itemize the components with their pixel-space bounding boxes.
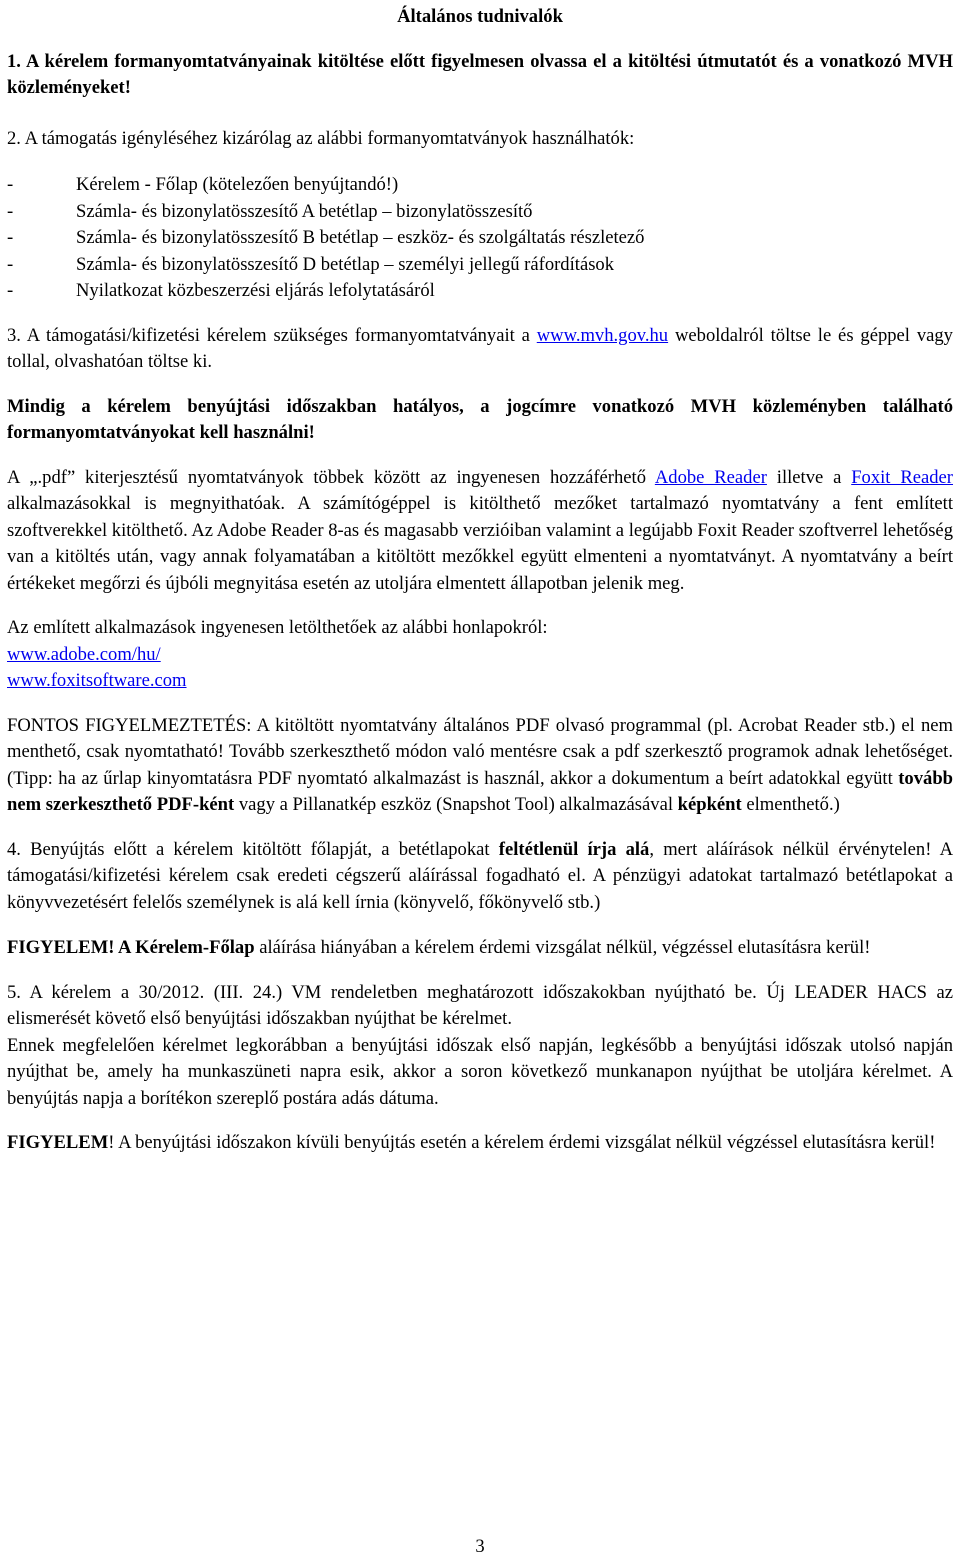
page-number: 3 — [475, 1536, 485, 1557]
list-item-text: Nyilatkozat közbeszerzési eljárás lefolytatásáról — [76, 280, 435, 301]
attention-bold: FIGYELEM! A Kérelem-Főlap — [7, 937, 255, 958]
important-warning-bold: tovább nem szerkeszthető PDF-ként — [7, 767, 953, 815]
instruction-4-text: 4. Benyújtás előtt a kérelem kitöltött főlapját, a betétlapokat — [7, 838, 499, 860]
attention-text: ! A benyújtási időszakon kívüli benyújtás esetén a kérelem érdemi vizsgálat nélkül végzéssel elutasításra kerül! — [108, 1132, 936, 1153]
instruction-1: 1. A kérelem formanyomtatványainak kitöltése előtt figyelmesen olvassa el a kitöltési útmutatót és a vonatkozó MVH közleményeket! — [7, 50, 953, 98]
adobe-reader-link[interactable]: Adobe Reader — [654, 466, 767, 488]
list-item — [7, 278, 953, 305]
attention-note-1 — [7, 935, 953, 962]
list-item — [7, 252, 953, 279]
instruction-5: 5. A kérelem a 30/2012. (III. 24.) VM rendeletben meghatározott időszakokban nyújtható be. Új LEADER HACS az elismerését követő első benyújtási időszakban nyújthat be kérelmet. — [7, 981, 953, 1029]
list-item — [7, 225, 953, 252]
instruction-4-bold: feltétlenül írja alá — [498, 838, 650, 860]
pdf-info-text: A „.pdf” kiterjesztésű nyomtatványok többek között az ingyenesen hozzáférhető — [7, 466, 655, 488]
foxit-reader-link[interactable]: Foxit Reader — [851, 466, 953, 488]
mvh-link[interactable]: www.mvh.gov.hu — [536, 324, 669, 346]
important-warning-bold: képként — [677, 794, 742, 815]
pdf-info-text: alkalmazásokkal is megnyithatóak. A számítógéppel is kitölthető mezőket tartalmazó nyomtatvány a fent említett szoftverekkel kitölthető. Az Adobe Reader 8-as és magasabb verzióiban valamint a legújabb Foxit Reader szoftverrel lehetőség van a kitöltés után, vagy annak folyamatában a kitöltött mezőkkel együtt elmenteni a nyomtatványt. A nyomtatvány a beírt értékeket megőrzi és újbóli megnyitása esetén az utoljára elmentett állapotban jelenik meg. — [7, 493, 953, 594]
list-item — [7, 172, 953, 199]
list-item-text: Számla- és bizonylatösszesítő A betétlap – bizonylatösszesítő — [76, 200, 533, 222]
adobe-website-link[interactable]: www.adobe.com/hu/ — [7, 643, 161, 665]
list-dash: - — [7, 200, 14, 222]
form-list — [7, 172, 953, 305]
foxit-website-link[interactable]: www.foxitsoftware.com — [7, 670, 187, 691]
download-links — [7, 642, 953, 695]
list-dash: - — [7, 280, 14, 301]
list-dash: - — [7, 174, 14, 195]
important-warning — [7, 713, 953, 819]
instruction-3-text-end: weboldalról töltse le és géppel vagy tollal, olvashatóan töltse ki. — [7, 324, 953, 372]
instruction-4 — [7, 837, 953, 917]
list-item-text: Számla- és bizonylatösszesítő B betétlap – eszköz- és szolgáltatás részletező — [76, 227, 645, 248]
pdf-info-paragraph — [7, 465, 953, 598]
instruction-2: 2. A támogatás igényléséhez kizárólag az alábbi formanyomtatványok használhatók: — [7, 127, 635, 149]
instruction-5-continued: Ennek megfelelően kérelmet legkorábban a benyújtási időszak első napján, legkésőbb a benyújtási időszak utolsó napján nyújthat be, amely ha munkaszüneti napra esik, akkor a soron következő munkanapon nyújthat be utoljára kérelmet. A benyújtás napja a borítékon szereplő postára adás dátuma. — [7, 1034, 953, 1109]
bold-warning: Mindig a kérelem benyújtási időszakban hatályos, a jogcímre vonatkozó MVH közleményben található formanyomtatványokat kell használni! — [7, 395, 953, 443]
list-dash: - — [7, 253, 14, 275]
list-item-text: Kérelem - Főlap (kötelezően benyújtandó!) — [76, 174, 399, 195]
page-title: Általános tudnivalók — [397, 6, 563, 27]
instruction-4-text: , mert aláírások nélkül érvénytelen! A támogatási/kifizetési kérelem csak eredeti cégszerű aláírással fogadható el. A pénzügyi adatokat tartalmazó betétlapokat a könyvvezetésért felelős személynek is alá kell írnia (könyvelő, főkönyvelő stb.) — [7, 838, 953, 913]
important-warning-text: vagy a Pillanatkép eszköz (Snapshot Tool) alkalmazásával — [234, 794, 678, 815]
list-item — [7, 199, 953, 226]
list-item-text: Számla- és bizonylatösszesítő D betétlap – személyi jellegű ráfordítások — [76, 253, 615, 275]
document-page — [7, 0, 953, 1157]
attention-bold: FIGYELEM — [7, 1132, 109, 1153]
important-warning-text: elmenthető.) — [741, 794, 840, 815]
instruction-3-text: 3. A támogatási/kifizetési kérelem szükséges formanyomtatványait a — [7, 324, 537, 346]
attention-text: aláírása hiányában a kérelem érdemi vizsgálat nélkül, végzéssel elutasításra kerül! — [254, 937, 871, 958]
important-warning-text: FONTOS FIGYELMEZTETÉS: A kitöltött nyomtatvány általános PDF olvasó programmal (pl. Acrobat Reader stb.) el nem menthető, csak nyomtatható! Tovább szerkeszthető módon való mentésre csak a pdf szerkesztő programok adnak lehetőséget. (Tipp: ha az űrlap kinyomtatásra PDF nyomtató alkalmazást is használ, akkor a dokumentum a beírt adatokkal együtt — [7, 714, 953, 789]
instruction-3 — [7, 323, 953, 376]
attention-note-2 — [7, 1130, 953, 1157]
list-dash: - — [7, 227, 14, 248]
apps-intro: Az említett alkalmazások ingyenesen letölthetőek az alábbi honlapokról: — [7, 617, 548, 638]
pdf-info-text: illetve a — [766, 466, 852, 488]
